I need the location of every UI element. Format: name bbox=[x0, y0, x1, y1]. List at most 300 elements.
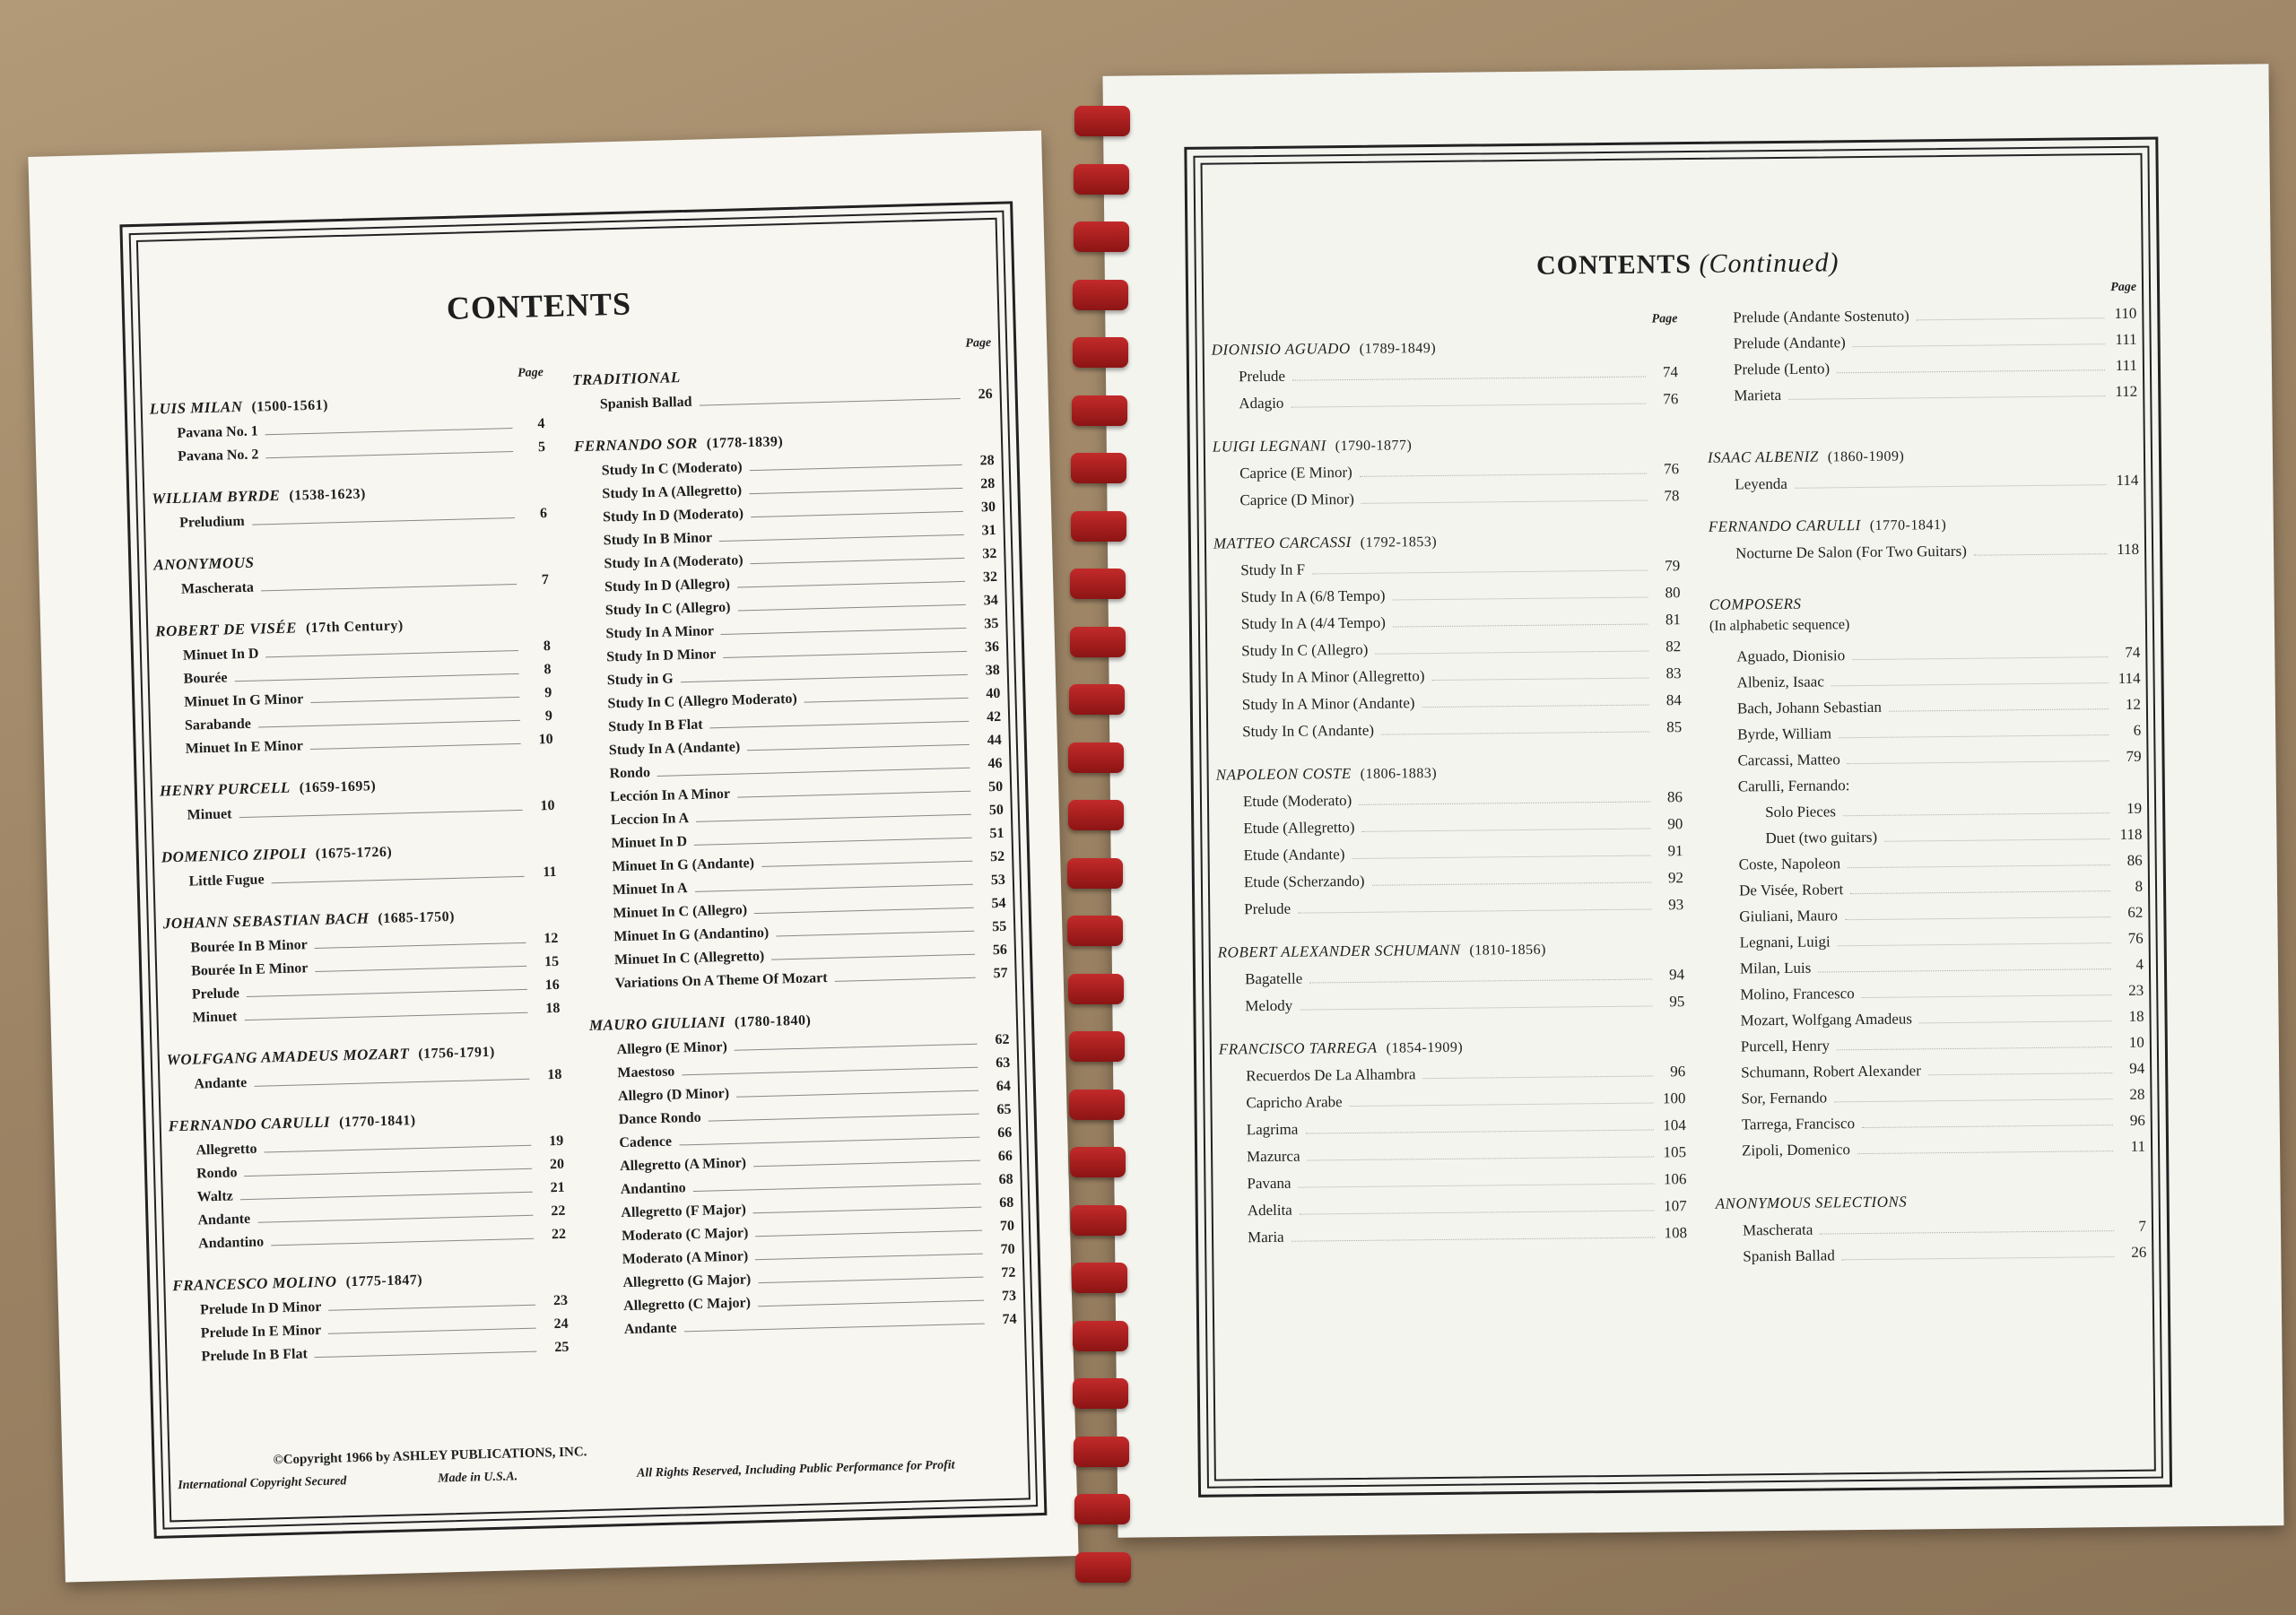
entry-page: 9 bbox=[544, 684, 552, 701]
binding-coil bbox=[1074, 1494, 1130, 1524]
entry-title: Moderato (A Minor) bbox=[622, 1248, 749, 1268]
entry-title: Andante bbox=[623, 1320, 677, 1338]
entry-title: Leccion In A bbox=[610, 811, 690, 829]
leader-line bbox=[257, 1215, 533, 1223]
entry-title: Study In C (Andante) bbox=[1242, 721, 1375, 741]
entry-page: 65 bbox=[996, 1101, 1012, 1118]
binding-coil bbox=[1074, 221, 1129, 252]
composer-name: FERNANDO CARULLI bbox=[168, 1113, 331, 1135]
leader-line bbox=[738, 604, 966, 612]
leader-line bbox=[1919, 1020, 2112, 1023]
binding-coil bbox=[1071, 453, 1126, 483]
entry-title: Prelude In D Minor bbox=[199, 1298, 322, 1318]
composer-name: LUIGI LEGNANI bbox=[1212, 437, 1326, 456]
anonymous-selections-heading: ANONYMOUS SELECTIONS bbox=[1715, 1193, 1908, 1212]
entry-page: 54 bbox=[991, 895, 1006, 912]
leader-line bbox=[245, 1168, 533, 1177]
entry-page: 76 bbox=[2127, 929, 2144, 947]
entry-title: Study In A Minor (Andante) bbox=[1241, 694, 1415, 714]
entry-page: 94 bbox=[1668, 966, 1685, 984]
entry-title: Study In F bbox=[1240, 560, 1306, 579]
entry-title: Carulli, Fernando: bbox=[1737, 777, 1850, 795]
composer-name: FRANCISCO TARREGA bbox=[1218, 1038, 1378, 1058]
entry-title: Prelude bbox=[191, 985, 240, 1003]
entry-title: Minuet In C (Allegro) bbox=[613, 902, 748, 922]
right-column-2 bbox=[1706, 281, 2146, 1270]
entry-title: Prelude bbox=[1238, 367, 1286, 386]
entry-page: 74 bbox=[1662, 363, 1679, 381]
composer-name: LUIS MILAN bbox=[149, 397, 243, 418]
binding-coil bbox=[1074, 164, 1129, 195]
entry-page: 52 bbox=[989, 848, 1005, 865]
leader-line bbox=[1928, 1072, 2112, 1075]
leader-line bbox=[1834, 1098, 2112, 1102]
entry-page: 82 bbox=[1665, 638, 1682, 656]
entry-page: 12 bbox=[2125, 695, 2141, 713]
leader-line bbox=[804, 698, 969, 703]
leader-line bbox=[1292, 377, 1646, 381]
entry-title: Duet (two guitars) bbox=[1765, 828, 1878, 847]
entry-page: 76 bbox=[1664, 460, 1680, 478]
entry-title: Study In C (Moderato) bbox=[601, 459, 743, 479]
entry-title: Study In D (Allegro) bbox=[604, 576, 731, 595]
entry-page: 108 bbox=[1664, 1224, 1688, 1242]
entry-title: Minuet In C (Allegretto) bbox=[613, 948, 765, 968]
entry-title: Rondo bbox=[609, 765, 651, 782]
entry-title: Adelita bbox=[1247, 1201, 1292, 1220]
entry-page: 66 bbox=[997, 1148, 1013, 1165]
entry-page: 23 bbox=[552, 1292, 569, 1309]
leader-line bbox=[1852, 656, 2108, 660]
composer-name: HENRY PURCELL bbox=[159, 778, 291, 800]
entry-page: 46 bbox=[987, 755, 1003, 772]
leader-line bbox=[753, 1160, 980, 1168]
leader-line bbox=[1432, 678, 1649, 682]
entry-title: Andante bbox=[194, 1075, 248, 1092]
entry-page: 31 bbox=[981, 522, 996, 539]
leader-line bbox=[1820, 1230, 2114, 1234]
entry-page: 42 bbox=[986, 708, 1002, 725]
composer-name: FERNANDO CARULLI bbox=[1708, 517, 1861, 535]
entry-title: Minuet In G Minor bbox=[184, 691, 304, 710]
composer-dates: (1778-1839) bbox=[706, 434, 784, 452]
leader-line bbox=[1423, 1075, 1654, 1079]
right-column-1 bbox=[1211, 312, 1687, 1267]
leader-line bbox=[679, 1137, 979, 1146]
contents-title: CONTENTS bbox=[1535, 248, 1692, 281]
entry-page: 86 bbox=[1666, 788, 1683, 806]
entry-title: Milan, Luis bbox=[1739, 959, 1812, 977]
entry-title: Prelude In E Minor bbox=[200, 1322, 322, 1341]
composer-dates: (1810-1856) bbox=[1469, 942, 1546, 959]
entry-page: 56 bbox=[992, 942, 1008, 959]
entry-title: Allegretto (F Major) bbox=[621, 1202, 747, 1221]
entry-title: Study In B Flat bbox=[608, 716, 703, 735]
leader-line bbox=[736, 1090, 978, 1098]
binding-coil bbox=[1072, 1263, 1127, 1293]
page-label: Page bbox=[517, 366, 544, 380]
entry-page: 63 bbox=[995, 1055, 1011, 1072]
leader-line bbox=[695, 884, 973, 892]
entry-title: Allegretto bbox=[196, 1141, 257, 1159]
entry-page: 22 bbox=[551, 1226, 567, 1243]
leader-line bbox=[1291, 404, 1646, 408]
composer-name: ROBERT DE VISÉE bbox=[155, 619, 298, 640]
entry-title: Mascherata bbox=[1742, 1220, 1813, 1239]
leader-line bbox=[1422, 705, 1649, 708]
composer-dates: (1770-1841) bbox=[1869, 517, 1947, 534]
leader-line bbox=[1299, 1183, 1655, 1187]
composer-dates: (1860-1909) bbox=[1827, 448, 1905, 465]
leader-line bbox=[271, 1238, 534, 1246]
entry-title: Bourée bbox=[183, 670, 228, 687]
binding-coil bbox=[1070, 627, 1126, 657]
leader-line bbox=[1843, 812, 2109, 816]
composer-dates: (17th Century) bbox=[305, 618, 404, 637]
entry-page: 118 bbox=[2117, 540, 2140, 559]
leader-line bbox=[315, 966, 526, 972]
leader-line bbox=[755, 1230, 982, 1237]
entry-page: 32 bbox=[982, 545, 997, 562]
contents-title: CONTENTS bbox=[446, 285, 632, 326]
leader-line bbox=[771, 954, 975, 960]
binding-coil bbox=[1071, 511, 1126, 542]
entry-title: Minuet In G (Andante) bbox=[612, 855, 755, 875]
entry-title: Variations On A Theme Of Mozart bbox=[614, 970, 828, 992]
entry-page: 40 bbox=[986, 685, 1001, 702]
entry-page: 26 bbox=[2131, 1243, 2147, 1261]
leader-line bbox=[1889, 708, 2109, 712]
composer-name: WOLFGANG AMADEUS MOZART bbox=[166, 1045, 410, 1069]
entry-title: Etude (Allegretto) bbox=[1243, 818, 1355, 838]
entry-page: 57 bbox=[993, 965, 1008, 982]
leader-line bbox=[1974, 553, 2107, 556]
entry-page: 5 bbox=[537, 439, 546, 456]
leader-line bbox=[753, 1207, 981, 1214]
leader-line bbox=[735, 1044, 978, 1051]
binding-coil bbox=[1074, 1437, 1129, 1467]
binding-coil bbox=[1070, 569, 1126, 599]
binding-coil bbox=[1067, 916, 1123, 946]
entry-page: 11 bbox=[2130, 1137, 2146, 1155]
entry-page: 30 bbox=[980, 499, 996, 516]
entry-page: 50 bbox=[987, 778, 1004, 795]
entry-title: Zipoli, Domenico bbox=[1741, 1141, 1851, 1159]
entry-page: 110 bbox=[2114, 304, 2137, 323]
binding-coil bbox=[1069, 684, 1125, 715]
entry-title: Allegretto (A Minor) bbox=[619, 1155, 747, 1175]
entry-title: Maestoso bbox=[617, 1064, 675, 1081]
entry-title: Albeniz, Isaac bbox=[1736, 673, 1824, 691]
binding-coil bbox=[1073, 1378, 1128, 1409]
leader-line bbox=[755, 1254, 983, 1261]
entry-title: Study In C (Allegro) bbox=[604, 599, 731, 619]
entry-page: 118 bbox=[2119, 825, 2143, 844]
entry-title: Study In A Minor bbox=[605, 623, 715, 642]
composer-name: WILLIAM BYRDE bbox=[152, 486, 281, 508]
leader-line bbox=[700, 398, 961, 406]
entry-page: 51 bbox=[989, 825, 1004, 842]
composer-dates: (1792-1853) bbox=[1360, 534, 1438, 551]
composer-name: MATTEO CARCASSI bbox=[1213, 533, 1352, 552]
leader-line bbox=[1300, 1005, 1652, 1010]
leader-line bbox=[310, 743, 521, 750]
entry-page: 100 bbox=[1662, 1090, 1686, 1107]
entry-page: 68 bbox=[998, 1171, 1013, 1188]
entry-title: Study In B Minor bbox=[603, 530, 713, 549]
binding-coil bbox=[1072, 395, 1127, 426]
entry-page: 4 bbox=[537, 416, 545, 432]
entry-title: Minuet bbox=[192, 1009, 238, 1026]
leader-line bbox=[240, 1192, 533, 1201]
leader-line bbox=[239, 810, 523, 818]
leader-line bbox=[258, 720, 520, 728]
entry-page: 111 bbox=[2115, 356, 2138, 375]
entry-title: Allegro (D Minor) bbox=[617, 1085, 730, 1105]
entry-page: 10 bbox=[538, 731, 553, 748]
entry-title: Schumann, Robert Alexander bbox=[1741, 1062, 1921, 1081]
entry-page: 9 bbox=[544, 708, 553, 725]
entry-page: 96 bbox=[1670, 1063, 1686, 1081]
leader-line bbox=[696, 814, 971, 822]
entry-title: Study In C (Allegro) bbox=[1241, 640, 1369, 660]
copyright-line: ©Copyright 1966 by ASHLEY PUBLICATIONS, INC. bbox=[273, 1445, 587, 1468]
entry-page: 7 bbox=[2138, 1217, 2147, 1235]
entry-page: 6 bbox=[2133, 721, 2142, 739]
leader-line bbox=[751, 558, 965, 564]
leader-line bbox=[252, 517, 515, 525]
entry-title: Study In C (Allegro Moderato) bbox=[607, 690, 797, 712]
composer-name: TRADITIONAL bbox=[571, 369, 682, 389]
composer-name: FERNANDO SOR bbox=[573, 434, 699, 456]
entry-page: 79 bbox=[2126, 747, 2142, 765]
entry-title: Caprice (D Minor) bbox=[1239, 490, 1355, 509]
entry-title: Etude (Andante) bbox=[1243, 846, 1345, 864]
entry-page: 91 bbox=[1667, 842, 1683, 860]
leader-line bbox=[737, 791, 970, 798]
entry-page: 6 bbox=[539, 506, 548, 522]
binding-coil bbox=[1068, 742, 1124, 773]
entry-page: 83 bbox=[1665, 664, 1682, 682]
entry-page: 18 bbox=[545, 1000, 561, 1017]
composer-dates: (1538-1623) bbox=[289, 486, 367, 504]
leader-line bbox=[776, 931, 974, 937]
binding-coil bbox=[1071, 1205, 1126, 1236]
entry-title: Tarrega, Francisco bbox=[1741, 1115, 1856, 1133]
leader-line bbox=[1312, 570, 1648, 575]
leader-line bbox=[1850, 890, 2110, 894]
entry-page: 86 bbox=[2126, 851, 2143, 869]
leader-line bbox=[1848, 864, 2110, 868]
entry-page: 11 bbox=[543, 864, 557, 881]
leader-line bbox=[682, 1067, 978, 1076]
binding-coil bbox=[1073, 337, 1128, 368]
entry-page: 107 bbox=[1664, 1197, 1687, 1215]
entry-page: 73 bbox=[1001, 1288, 1017, 1305]
leader-line bbox=[1839, 734, 2109, 738]
entry-title: Coste, Napoleon bbox=[1738, 855, 1841, 873]
leader-line bbox=[1305, 1129, 1653, 1133]
leader-line bbox=[1831, 682, 2109, 686]
leader-line bbox=[1308, 1156, 1655, 1160]
binding-coil bbox=[1073, 280, 1128, 310]
entry-page: 8 bbox=[543, 638, 552, 655]
entry-title: Study In A (4/4 Tempo) bbox=[1240, 613, 1386, 633]
entry-page: 96 bbox=[2129, 1111, 2145, 1129]
entry-page: 20 bbox=[549, 1156, 565, 1173]
entry-title: Solo Pieces bbox=[1765, 803, 1837, 821]
binding-coil bbox=[1075, 1552, 1131, 1583]
entry-title: Study In D Minor bbox=[605, 647, 717, 665]
entry-page: 19 bbox=[2126, 799, 2143, 817]
entry-page: 64 bbox=[996, 1078, 1012, 1095]
leader-line bbox=[1795, 484, 2106, 489]
entry-title: Minuet In D bbox=[611, 834, 688, 852]
leader-line bbox=[1848, 760, 2109, 764]
entry-title: Andante bbox=[197, 1211, 251, 1229]
leader-line bbox=[1853, 343, 2105, 347]
leader-line bbox=[310, 697, 519, 703]
entry-title: Dance Rondo bbox=[618, 1109, 701, 1128]
entry-page: 114 bbox=[2116, 471, 2139, 490]
entry-page: 72 bbox=[1001, 1264, 1016, 1281]
leader-line bbox=[749, 488, 962, 494]
leader-line bbox=[750, 465, 962, 471]
composers-heading: COMPOSERS bbox=[1709, 595, 1802, 613]
entry-title: Spanish Ballad bbox=[599, 394, 692, 412]
entry-title: Mozart, Wolfgang Amadeus bbox=[1740, 1010, 1913, 1029]
composer-name: ANONYMOUS bbox=[153, 553, 255, 574]
composer-dates: (1780-1840) bbox=[734, 1012, 812, 1030]
entry-title: Allegretto (C Major) bbox=[622, 1295, 752, 1315]
leader-line bbox=[758, 1277, 983, 1284]
leader-line bbox=[1292, 1237, 1655, 1241]
entry-page: 18 bbox=[547, 1066, 562, 1083]
continued-label: (Continued) bbox=[1699, 247, 1839, 279]
entry-page: 112 bbox=[2115, 382, 2138, 401]
leader-line bbox=[719, 534, 964, 542]
entry-title: Etude (Scherzando) bbox=[1243, 872, 1365, 891]
entry-title: Pavana No. 1 bbox=[177, 423, 258, 441]
composer-dates: (1790-1877) bbox=[1335, 438, 1413, 455]
entry-page: 93 bbox=[1668, 896, 1684, 914]
binding-coil bbox=[1070, 1147, 1126, 1177]
entry-page: 53 bbox=[990, 872, 1006, 889]
entry-title: Recuerdos De La Alhambra bbox=[1246, 1065, 1416, 1085]
entry-page: 70 bbox=[999, 1218, 1015, 1235]
leader-line bbox=[315, 1351, 537, 1358]
entry-page: 12 bbox=[544, 930, 559, 947]
entry-title: Moderato (C Major) bbox=[621, 1225, 749, 1245]
entry-page: 10 bbox=[540, 797, 555, 814]
entry-page: 90 bbox=[1667, 815, 1683, 833]
leader-line bbox=[694, 838, 971, 846]
entry-page: 8 bbox=[544, 661, 552, 678]
leader-line bbox=[1360, 473, 1647, 477]
composer-dates: (1854-1909) bbox=[1386, 1039, 1464, 1056]
entry-title: Study in G bbox=[606, 671, 674, 689]
entry-title: Minuet In A bbox=[612, 881, 688, 899]
binding-coil bbox=[1069, 1090, 1125, 1120]
leader-line bbox=[1350, 1102, 1654, 1107]
entry-page: 35 bbox=[984, 615, 999, 632]
leader-line bbox=[235, 673, 519, 682]
leader-line bbox=[254, 1079, 529, 1087]
leader-line bbox=[1393, 624, 1648, 628]
entry-title: Preludium bbox=[178, 513, 245, 531]
contents-entry bbox=[1716, 1239, 2146, 1270]
entry-title: Purcell, Henry bbox=[1740, 1037, 1831, 1055]
entry-page: 16 bbox=[544, 977, 560, 994]
leader-line bbox=[265, 428, 513, 435]
entry-title: Bourée In B Minor bbox=[190, 937, 308, 956]
entry-title: Byrde, William bbox=[1737, 725, 1832, 743]
leader-line bbox=[261, 584, 517, 591]
composer-name: ISAAC ALBENIZ bbox=[1707, 447, 1819, 466]
entry-page: 94 bbox=[2129, 1059, 2145, 1077]
entry-title: De Visée, Robert bbox=[1738, 881, 1844, 899]
entry-title: Andantino bbox=[620, 1180, 686, 1198]
leader-line bbox=[1300, 1210, 1655, 1214]
composer-dates: (1775-1847) bbox=[345, 1272, 423, 1290]
entry-title: Prelude bbox=[1244, 899, 1292, 918]
entry-page: 23 bbox=[2128, 981, 2144, 999]
entry-page: 78 bbox=[1664, 487, 1680, 505]
entry-title: Study In A Minor (Allegretto) bbox=[1241, 667, 1425, 687]
leader-line bbox=[1361, 500, 1648, 504]
entry-title: Lección In A Minor bbox=[610, 786, 731, 805]
entry-title: Waltz bbox=[196, 1188, 234, 1205]
leader-line bbox=[684, 1324, 985, 1333]
entry-page: 19 bbox=[549, 1133, 564, 1150]
entry-title: Bach, Johann Sebastian bbox=[1736, 698, 1883, 717]
entry-page: 105 bbox=[1663, 1143, 1687, 1161]
entry-title: Rondo bbox=[196, 1165, 238, 1182]
entry-title: Cadence bbox=[619, 1133, 673, 1151]
composer-dates: (1756-1791) bbox=[418, 1044, 496, 1063]
leader-line bbox=[751, 511, 963, 517]
leader-line bbox=[1309, 978, 1652, 983]
entry-title: Minuet bbox=[187, 806, 232, 823]
entry-title: Leyenda bbox=[1735, 474, 1787, 493]
composer-dates: (1500-1561) bbox=[251, 397, 329, 415]
entry-page: 66 bbox=[997, 1124, 1013, 1142]
leader-line bbox=[1375, 651, 1648, 655]
leader-line bbox=[1837, 369, 2105, 373]
page-label: Page bbox=[965, 336, 992, 351]
entry-page: 28 bbox=[979, 452, 995, 469]
composer-dates: (1659-1695) bbox=[299, 778, 377, 796]
entry-title: Study In D (Moderato) bbox=[602, 506, 744, 525]
entry-page: 22 bbox=[551, 1203, 566, 1220]
entry-page: 44 bbox=[987, 732, 1003, 749]
entry-page: 70 bbox=[1000, 1241, 1015, 1258]
page-label: Page bbox=[2110, 280, 2137, 295]
composer-name: DOMENICO ZIPOLI bbox=[161, 845, 308, 866]
leader-line bbox=[1845, 916, 2110, 920]
entry-title: Allegretto (G Major) bbox=[622, 1272, 752, 1291]
left-column-1 bbox=[149, 366, 570, 1385]
composer-name: FRANCESCO MOLINO bbox=[172, 1272, 337, 1295]
entry-title: Etude (Moderato) bbox=[1242, 791, 1352, 811]
entry-title: Little Fugue bbox=[188, 872, 265, 890]
leader-line bbox=[754, 907, 973, 914]
leader-line bbox=[1788, 395, 2105, 400]
leader-line bbox=[1359, 802, 1650, 805]
composer-name: MAURO GIULIANI bbox=[588, 1013, 726, 1035]
composer-name: NAPOLEON COSTE bbox=[1215, 764, 1352, 784]
entry-page: 95 bbox=[1669, 993, 1685, 1011]
